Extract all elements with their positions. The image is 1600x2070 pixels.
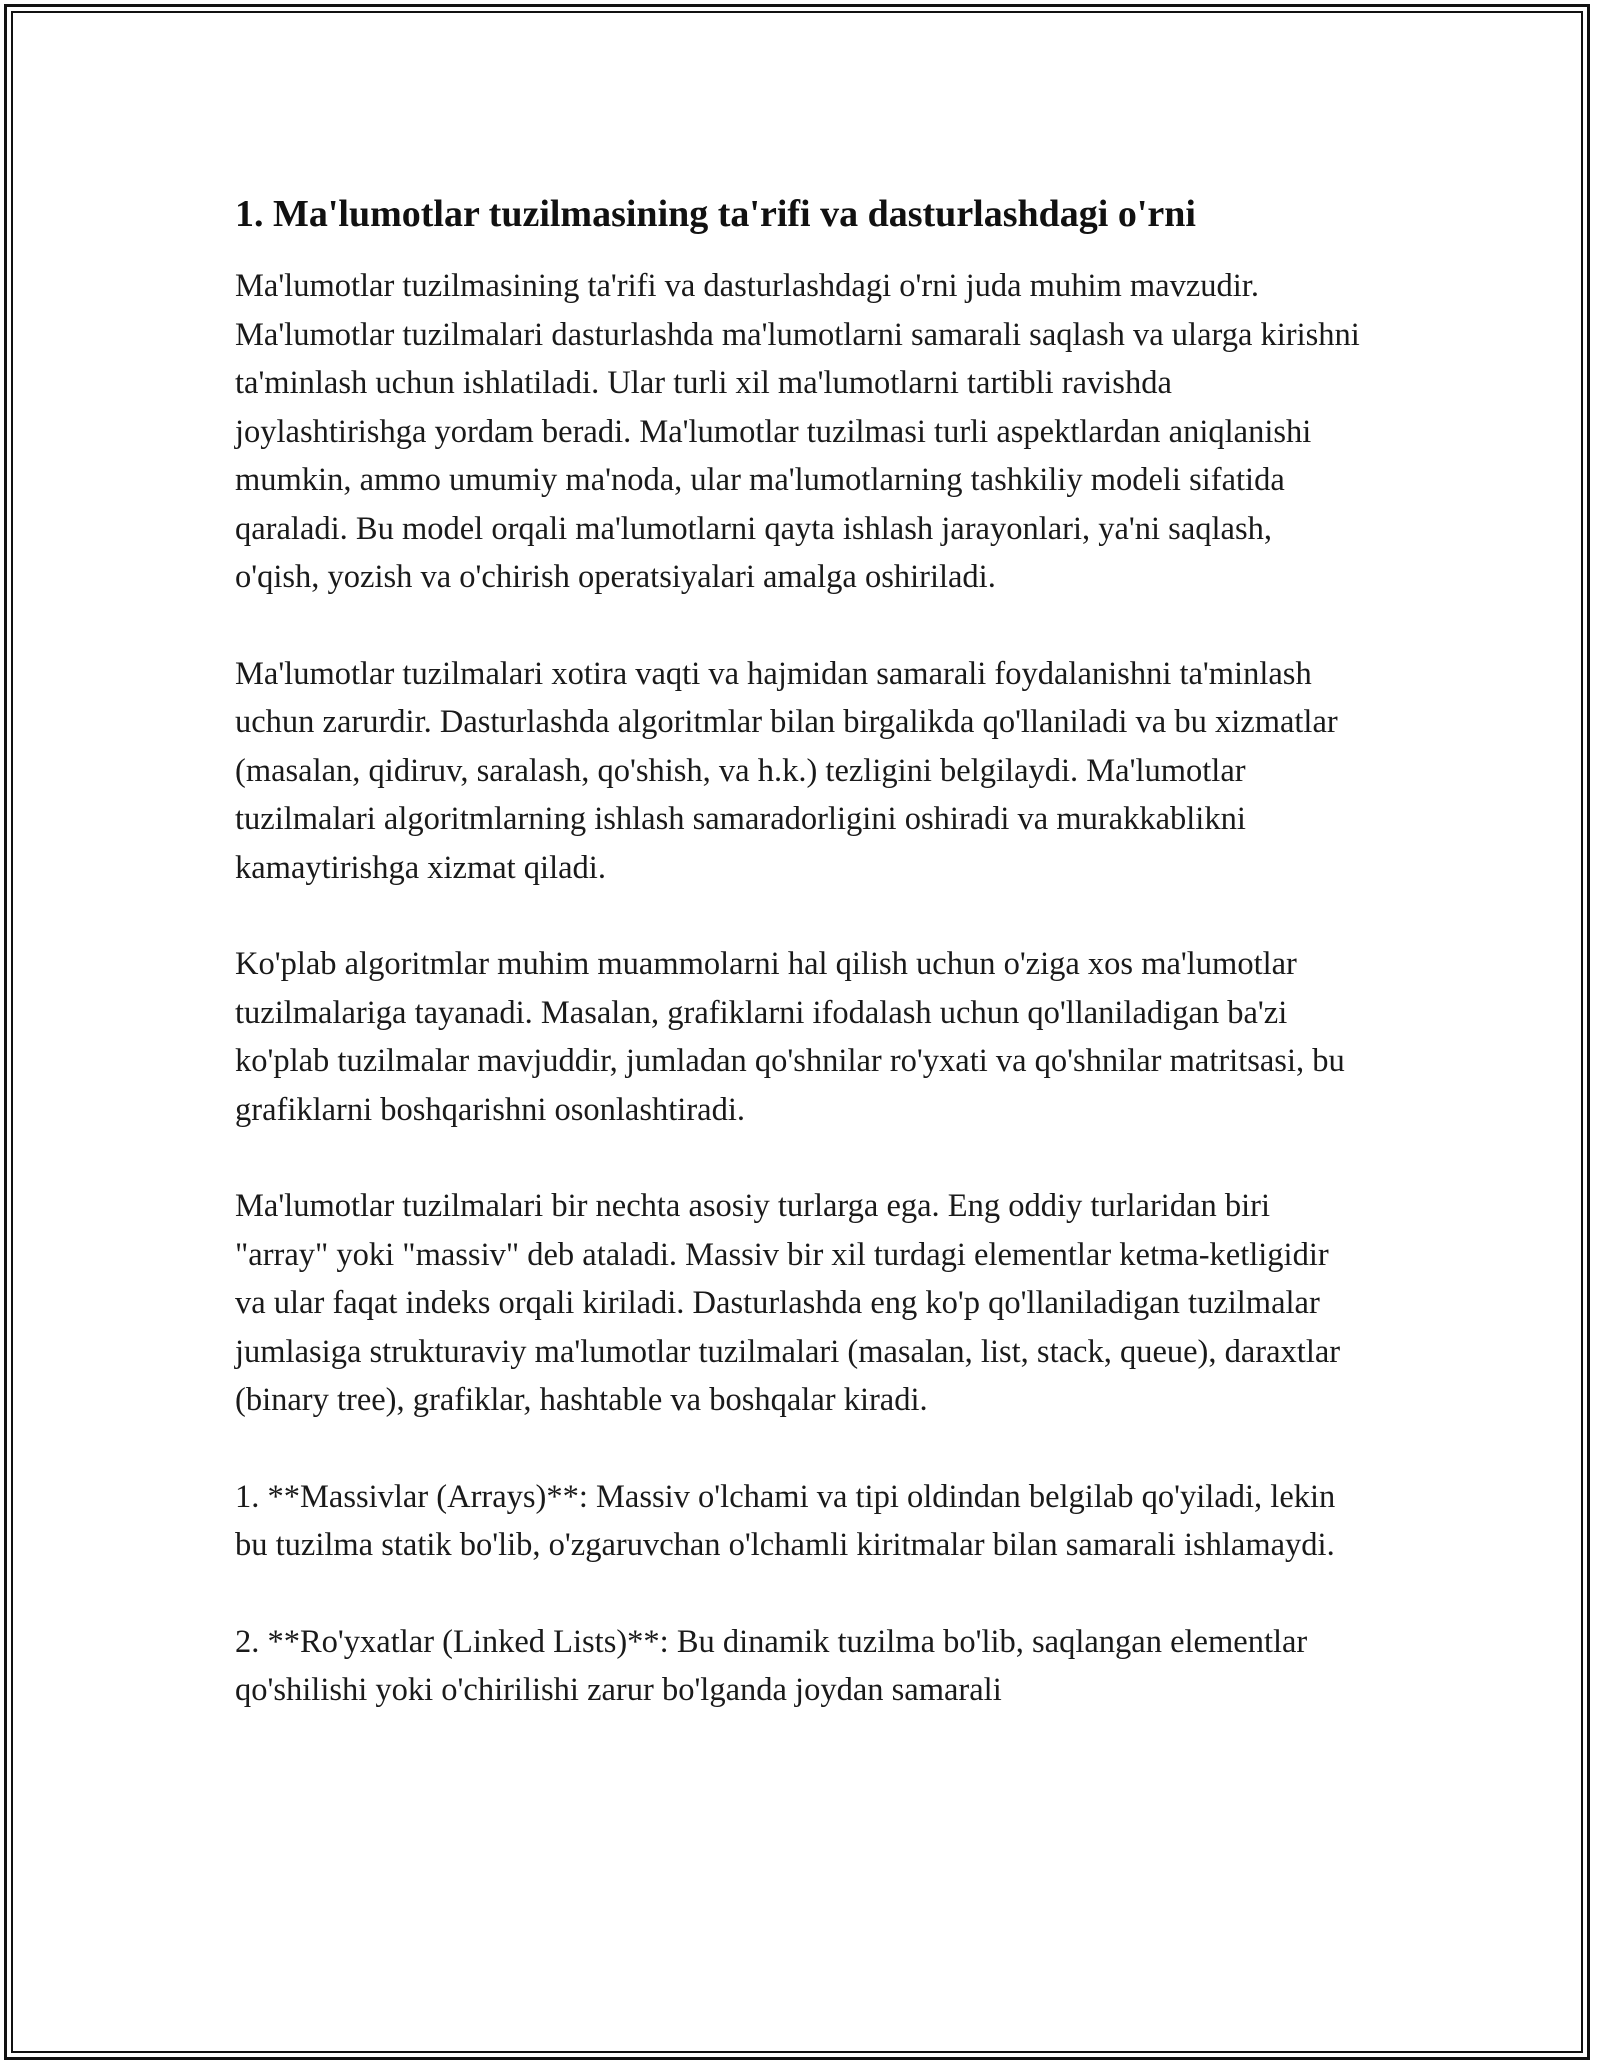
paragraph-efficiency: Ma'lumotlar tuzilmalari xotira vaqti va hajmidan samarali foydalanishni ta'minlash uchun zarurdir. Dasturlashda algoritmlar bilan birgalikda qo'llaniladi va bu xizmatlar (masalan, qidiruv, saralash, qo'shish, va h.k.) tezligini belgilaydi. Ma'lumotlar tuzilmalari algoritmlarning ishlash samaradorligini oshiradi va murakkablikni kamaytirishga xizmat qiladi. (235, 655, 1338, 886)
list-item-arrays: 1. **Massivlar (Arrays)**: Massiv o'lchami va tipi oldindan belgilab qo'yiladi, lekin bu tuzilma statik bo'lib, o'zgaruvchan o'lchamli kiritmalar bilan samarali ishlamaydi. (235, 1478, 1336, 1563)
list-item-linked-lists: 2. **Ro'yxatlar (Linked Lists)**: Bu dinamik tuzilma bo'lib, saqlangan elementlar qo'shilishi yoki o'chirilishi zarur bo'lganda joydan samarali (235, 1623, 1308, 1708)
paragraph-types: Ma'lumotlar tuzilmalari bir nechta asosiy turlarga ega. Eng oddiy turlaridan biri "array" yoki "massiv" deb ataladi. Massiv bir xil turdagi elementlar ketma-ketligidir va ular faqat indeks orqali kiriladi. Dasturlashda eng ko'p qo'llaniladigan tuzilmalar jumlasiga strukturaviy ma'lumotlar tuzilmalari (masalan, list, stack, queue), daraxtlar (binary tree), grafiklar, hashtable va boshqalar kiradi. (235, 1188, 1341, 1418)
section-heading: 1. Ma'lumotlar tuzilmasining ta'rifi va dasturlashdagi o'rni (235, 193, 1196, 235)
paragraph-algorithms: Ko'plab algoritmlar muhim muammolarni hal qilish uchun o'ziga xos ma'lumotlar tuzilmalariga tayanadi. Masalan, grafiklarni ifodalash uchun qo'llaniladigan ba'zi ko'plab tuzilmalar mavjuddir, jumladan qo'shnilar ro'yxati va qo'shnilar matritsasi, bu grafiklarni boshqarishni osonlashtiradi. (235, 946, 1345, 1128)
paragraph-definition: Ma'lumotlar tuzilmasining ta'rifi va dasturlashdagi o'rni juda muhim mavzudir. Ma'lumotlar tuzilmalari dasturlashda ma'lumotlarni samarali saqlash va ularga kirishni ta'minlash uchun ishlatiladi. Ular turli xil ma'lumotlarni tartibli ravishda joylashtirishga yordam beradi. Ma'lumotlar tuzilmasi turli aspektlardan aniqlanishi mumkin, ammo umumiy ma'noda, ular ma'lumotlarning tashkiliy modeli sifatida qaraladi. Bu model orqali ma'lumotlarni qayta ishlash jarayonlari, ya'ni saqlash, o'qish, yozish va o'chirish operatsiyalari amalga oshiriladi. (235, 268, 1360, 595)
document-body (235, 188, 1360, 1763)
